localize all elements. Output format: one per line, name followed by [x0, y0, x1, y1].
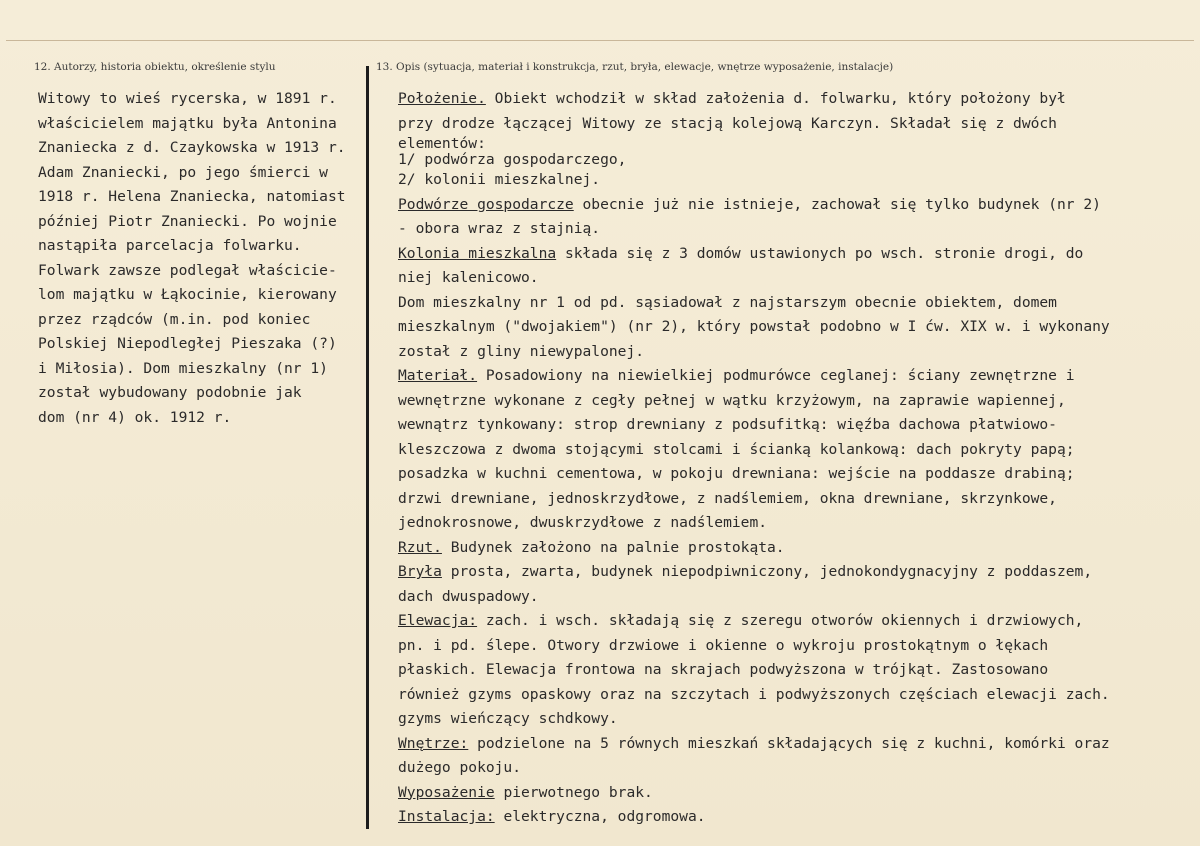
description-line [398, 560, 1188, 585]
section-keyword: Rzut. [398, 538, 442, 556]
description-text-run: wewnętrzne wykonane z cegły pełnej w wątku krzyżowym, na zaprawie wapiennej, [398, 391, 1066, 409]
description-line [398, 413, 1188, 438]
history-line: lom majątku w Łąkocinie, kierowany [38, 286, 337, 303]
history-line: Polskiej Niepodległej Pieszaka (?) [38, 335, 337, 352]
description-text-run: dach dwuspadowy. [398, 587, 539, 605]
section-keyword: Podwórze gospodarcze [398, 195, 574, 213]
description-line [398, 438, 1188, 463]
history-line: Znaniecka z d. Czaykowska w 1913 r. [38, 139, 346, 156]
description-line [398, 266, 1188, 291]
description-text-run: elementów: [398, 135, 486, 152]
description-line [398, 805, 1188, 830]
description-text-run: 2/ kolonii mieszkalnej. [398, 171, 601, 188]
history-line: później Piotr Znaniecki. Po wojnie [38, 212, 337, 230]
description-line [398, 511, 1188, 536]
history-line: Witowy to wieś rycerska, w 1891 r. [38, 90, 337, 107]
description-line [398, 536, 1188, 561]
description-text-run: 1/ podwórza gospodarczego, [398, 151, 627, 168]
description-line [398, 112, 1188, 137]
description-line [398, 658, 1188, 683]
description-text-run: jednokrosnowe, dwuskrzydłowe z nadślemiem. [398, 514, 768, 531]
description-line [398, 315, 1188, 340]
description-line [398, 152, 1188, 168]
description-text-run: zach. i wsch. składają się z szeregu otworów okiennych i drzwiowych, [477, 612, 1084, 629]
section-13-header: 13. Opis (sytuacja, materiał i konstrukcja, rzut, bryła, elewacje, wnętrze wyposażenie, instalacje) [376, 61, 894, 73]
description-text [398, 87, 1188, 830]
history-line: i Miłosia). Dom mieszkalny (nr 1) [38, 359, 328, 377]
description-text-run: gzyms wieńczący schdkowy. [398, 710, 618, 727]
description-line [398, 462, 1188, 487]
description-text-run: pn. i pd. ślepe. Otwory drzwiowe i okienne o wykroju prostokątnym o łękach [398, 636, 1049, 654]
description-text-run: obecnie już nie istnieje, zachował się tylko budynek (nr 2) [573, 195, 1101, 213]
description-line [398, 732, 1188, 757]
description-line [398, 291, 1188, 316]
description-line [398, 634, 1188, 659]
description-text-run: Budynek założono na palnie prostokąta. [441, 538, 785, 556]
section-keyword: Bryła [398, 563, 442, 580]
history-line: nastąpiła parcelacja folwarku. [38, 237, 302, 254]
description-text-run: - obora wraz z stajnią. [398, 220, 601, 237]
description-line [398, 389, 1188, 414]
description-line [398, 340, 1188, 365]
section-keyword: Materiał. [398, 367, 478, 384]
history-line: przez rządców (m.in. pod koniec [38, 310, 311, 328]
top-rule [6, 40, 1194, 41]
description-text-run: elektryczna, odgromowa. [494, 808, 706, 825]
section-keyword: Kolonia mieszkalna [398, 244, 557, 262]
description-text-run: pierwotnego brak. [494, 783, 653, 801]
description-line [398, 609, 1188, 634]
description-line [398, 707, 1188, 732]
description-line [398, 193, 1188, 218]
description-text-run: podzielone na 5 równych mieszkań składających się z kuchni, komórki oraz [468, 734, 1110, 752]
section-keyword: Elewacja: [398, 612, 478, 629]
description-text-run: prosta, zwarta, budynek niepodpiwniczony, jednokondygnacyjny z poddaszem, [441, 563, 1093, 580]
description-line [398, 87, 1188, 112]
description-line [398, 585, 1188, 610]
history-line: 1918 r. Helena Znaniecka, natomiast [38, 188, 346, 205]
description-text-run: płaskich. Elewacja frontowa na skrajach podwyższona w trójkąt. Zastosowano [398, 661, 1049, 678]
description-line [398, 756, 1188, 781]
description-line [398, 487, 1188, 512]
history-text [38, 87, 368, 430]
description-text-run: posadzka w kuchni cementowa, w pokoju drewniana: wejście na poddasze drabiną; [398, 465, 1075, 482]
description-line [398, 242, 1188, 267]
description-text-run: drzwi drewniane, jednoskrzydłowe, z nadślemiem, okna drewniane, skrzynkowe, [398, 489, 1057, 507]
description-text-run: Obiekt wchodził w skład założenia d. folwarku, który położony był [485, 90, 1066, 107]
history-line: dom (nr 4) ok. 1912 r. [38, 408, 232, 426]
section-keyword: Wyposażenie [398, 783, 495, 801]
description-line [398, 136, 1188, 152]
description-text-run: mieszkalnym ("dwojakiem") (nr 2), który powstał podobno w I ćw. XIX w. i wykonany [398, 318, 1110, 335]
description-line [398, 168, 1188, 193]
description-text-run: niej kalenicowo. [398, 269, 539, 286]
description-line [398, 781, 1188, 806]
description-text-run: wewnątrz tynkowany: strop drewniany z podsufitką: więźba dachowa płatwiowo- [398, 416, 1057, 433]
description-text-run: również gzyms opaskowy oraz na szczytach i podwyższonych częściach elewacji zach. [398, 685, 1110, 703]
description-text-run: dużego pokoju. [398, 759, 522, 776]
section-keyword: Położenie. [398, 90, 486, 107]
section-keyword: Wnętrze: [398, 734, 469, 752]
history-line: Adam Znaniecki, po jego śmierci w [38, 163, 328, 181]
description-text-run: kleszczowa z dwoma stojącymi stolcami i ścianką kolankową: dach pokryty papą; [398, 440, 1075, 458]
description-text-run: Posadowiony na niewielkiej podmurówce ceglanej: ściany zewnętrzne i [477, 367, 1075, 384]
description-line [398, 683, 1188, 708]
section-keyword: Instalacja: [398, 808, 495, 825]
section-12-header: 12. Autorzy, historia obiektu, określenie stylu [34, 61, 276, 73]
description-text-run: Dom mieszkalny nr 1 od pd. sąsiadował z najstarszym obecnie obiektem, domem [398, 293, 1057, 311]
history-line: właścicielem majątku była Antonina [38, 114, 337, 132]
description-text-run: składa się z 3 domów ustawionych po wsch. stronie drogi, do [556, 244, 1084, 262]
description-text-run: został z gliny niewypalonej. [398, 342, 645, 360]
description-text-run: przy drodze łączącej Witowy ze stacją kolejową Karczyn. Składał się z dwóch [398, 114, 1057, 132]
history-line: Folwark zawsze podlegał właściciе- [38, 261, 337, 279]
description-line [398, 364, 1188, 389]
history-line: został wybudowany podobnie jak [38, 384, 302, 401]
description-line [398, 217, 1188, 242]
